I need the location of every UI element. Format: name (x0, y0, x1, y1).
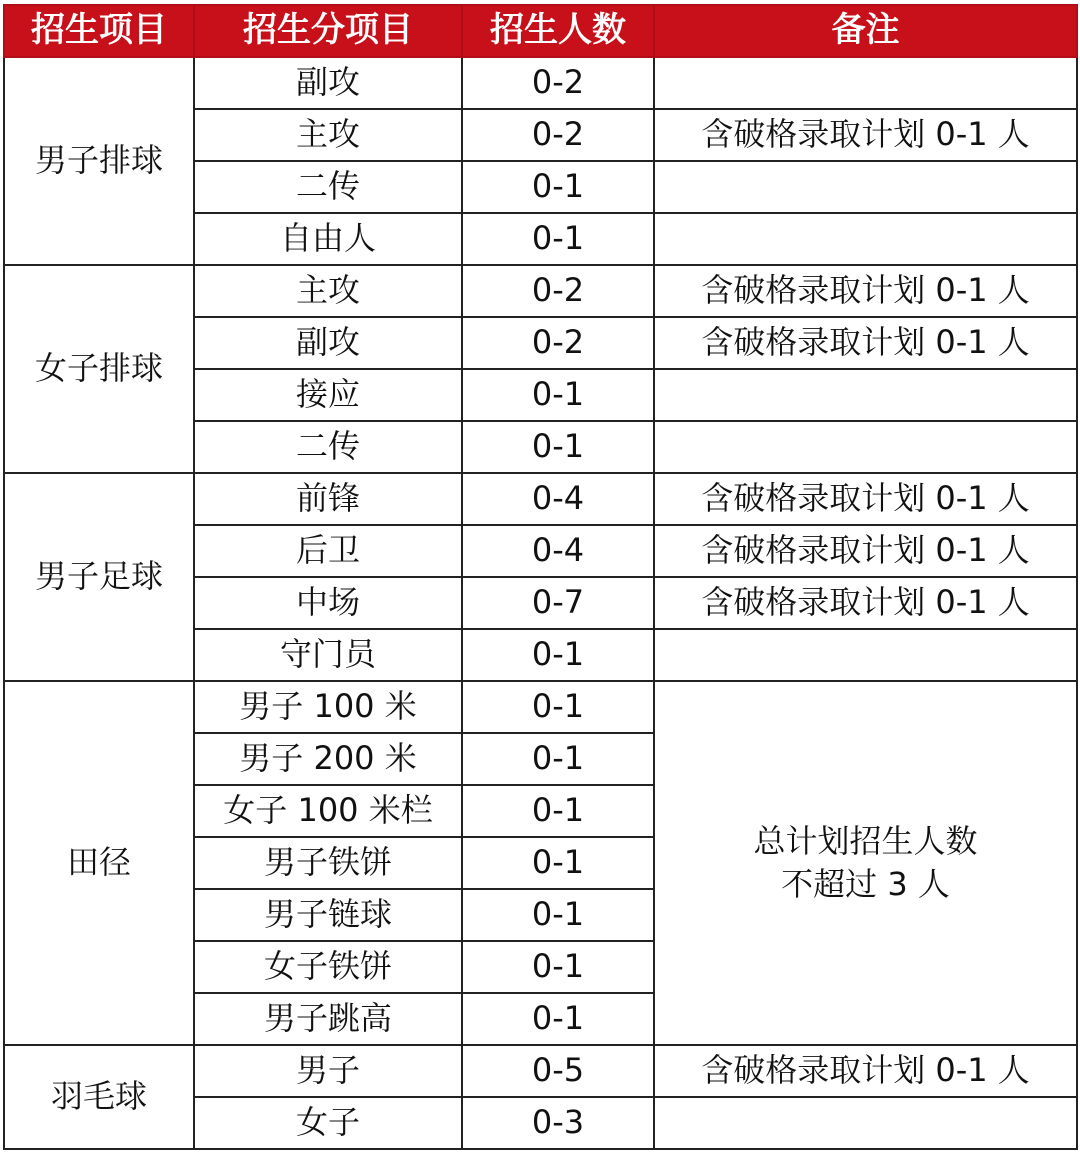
note-cell: 含破格录取计划 0-1 人 (654, 1045, 1077, 1097)
header-subcategory: 招生分项目 (194, 5, 462, 57)
category-cell: 女子排球 (4, 265, 194, 473)
header-row (4, 5, 1077, 57)
count-cell: 0-1 (462, 213, 654, 265)
count-cell: 0-1 (462, 785, 654, 837)
note-cell: 含破格录取计划 0-1 人 (654, 577, 1077, 629)
count-cell: 0-2 (462, 109, 654, 161)
table-row (4, 1045, 1077, 1097)
subcategory-cell: 二传 (194, 161, 462, 213)
count-cell: 0-1 (462, 889, 654, 941)
merged-note-line: 总计划招生人数 (753, 821, 978, 860)
count-cell: 0-1 (462, 161, 654, 213)
subcategory-cell: 主攻 (194, 265, 462, 317)
note-cell (654, 629, 1077, 681)
note-cell (654, 421, 1077, 473)
note-cell (654, 213, 1077, 265)
subcategory-cell: 自由人 (194, 213, 462, 265)
count-cell: 0-1 (462, 629, 654, 681)
subcategory-cell: 男子链球 (194, 889, 462, 941)
merged-note-line: 不超过 3 人 (781, 865, 950, 903)
count-cell: 0-1 (462, 369, 654, 421)
subcategory-cell: 主攻 (194, 109, 462, 161)
count-cell: 0-1 (462, 681, 654, 733)
note-cell: 含破格录取计划 0-1 人 (654, 265, 1077, 317)
note-cell: 含破格录取计划 0-1 人 (654, 525, 1077, 577)
count-cell: 0-4 (462, 525, 654, 577)
subcategory-cell: 女子 (194, 1097, 462, 1149)
header-count: 招生人数 (462, 5, 654, 57)
subcategory-cell: 副攻 (194, 317, 462, 369)
header-note: 备注 (654, 5, 1077, 57)
subcategory-cell: 接应 (194, 369, 462, 421)
merged-note-cell (654, 681, 1077, 1045)
note-cell (654, 1097, 1077, 1149)
table-row (4, 473, 1077, 525)
subcategory-cell: 女子铁饼 (194, 941, 462, 993)
count-cell: 0-5 (462, 1045, 654, 1097)
note-cell (654, 369, 1077, 421)
category-cell: 男子足球 (4, 473, 194, 681)
note-cell: 含破格录取计划 0-1 人 (654, 317, 1077, 369)
category-cell: 羽毛球 (4, 1045, 194, 1149)
count-cell: 0-1 (462, 733, 654, 785)
subcategory-cell: 男子 200 米 (194, 733, 462, 785)
note-cell: 含破格录取计划 0-1 人 (654, 473, 1077, 525)
subcategory-cell: 男子 (194, 1045, 462, 1097)
subcategory-cell: 中场 (194, 577, 462, 629)
count-cell: 0-4 (462, 473, 654, 525)
subcategory-cell: 二传 (194, 421, 462, 473)
header-category: 招生项目 (4, 5, 194, 57)
count-cell: 0-7 (462, 577, 654, 629)
count-cell: 0-1 (462, 941, 654, 993)
subcategory-cell: 男子铁饼 (194, 837, 462, 889)
table-row (4, 265, 1077, 317)
subcategory-cell: 后卫 (194, 525, 462, 577)
subcategory-cell: 男子 100 米 (194, 681, 462, 733)
subcategory-cell: 守门员 (194, 629, 462, 681)
count-cell: 0-1 (462, 837, 654, 889)
count-cell: 0-2 (462, 57, 654, 109)
subcategory-cell: 副攻 (194, 57, 462, 109)
count-cell: 0-2 (462, 317, 654, 369)
enrollment-table (3, 4, 1078, 1150)
category-cell: 男子排球 (4, 57, 194, 265)
note-cell (654, 57, 1077, 109)
table-row (4, 57, 1077, 109)
count-cell: 0-2 (462, 265, 654, 317)
subcategory-cell: 前锋 (194, 473, 462, 525)
subcategory-cell: 女子 100 米栏 (194, 785, 462, 837)
subcategory-cell: 男子跳高 (194, 993, 462, 1045)
category-cell: 田径 (4, 681, 194, 1045)
count-cell: 0-3 (462, 1097, 654, 1149)
count-cell: 0-1 (462, 421, 654, 473)
note-cell: 含破格录取计划 0-1 人 (654, 109, 1077, 161)
note-cell (654, 161, 1077, 213)
table-row (4, 681, 1077, 733)
count-cell: 0-1 (462, 993, 654, 1045)
